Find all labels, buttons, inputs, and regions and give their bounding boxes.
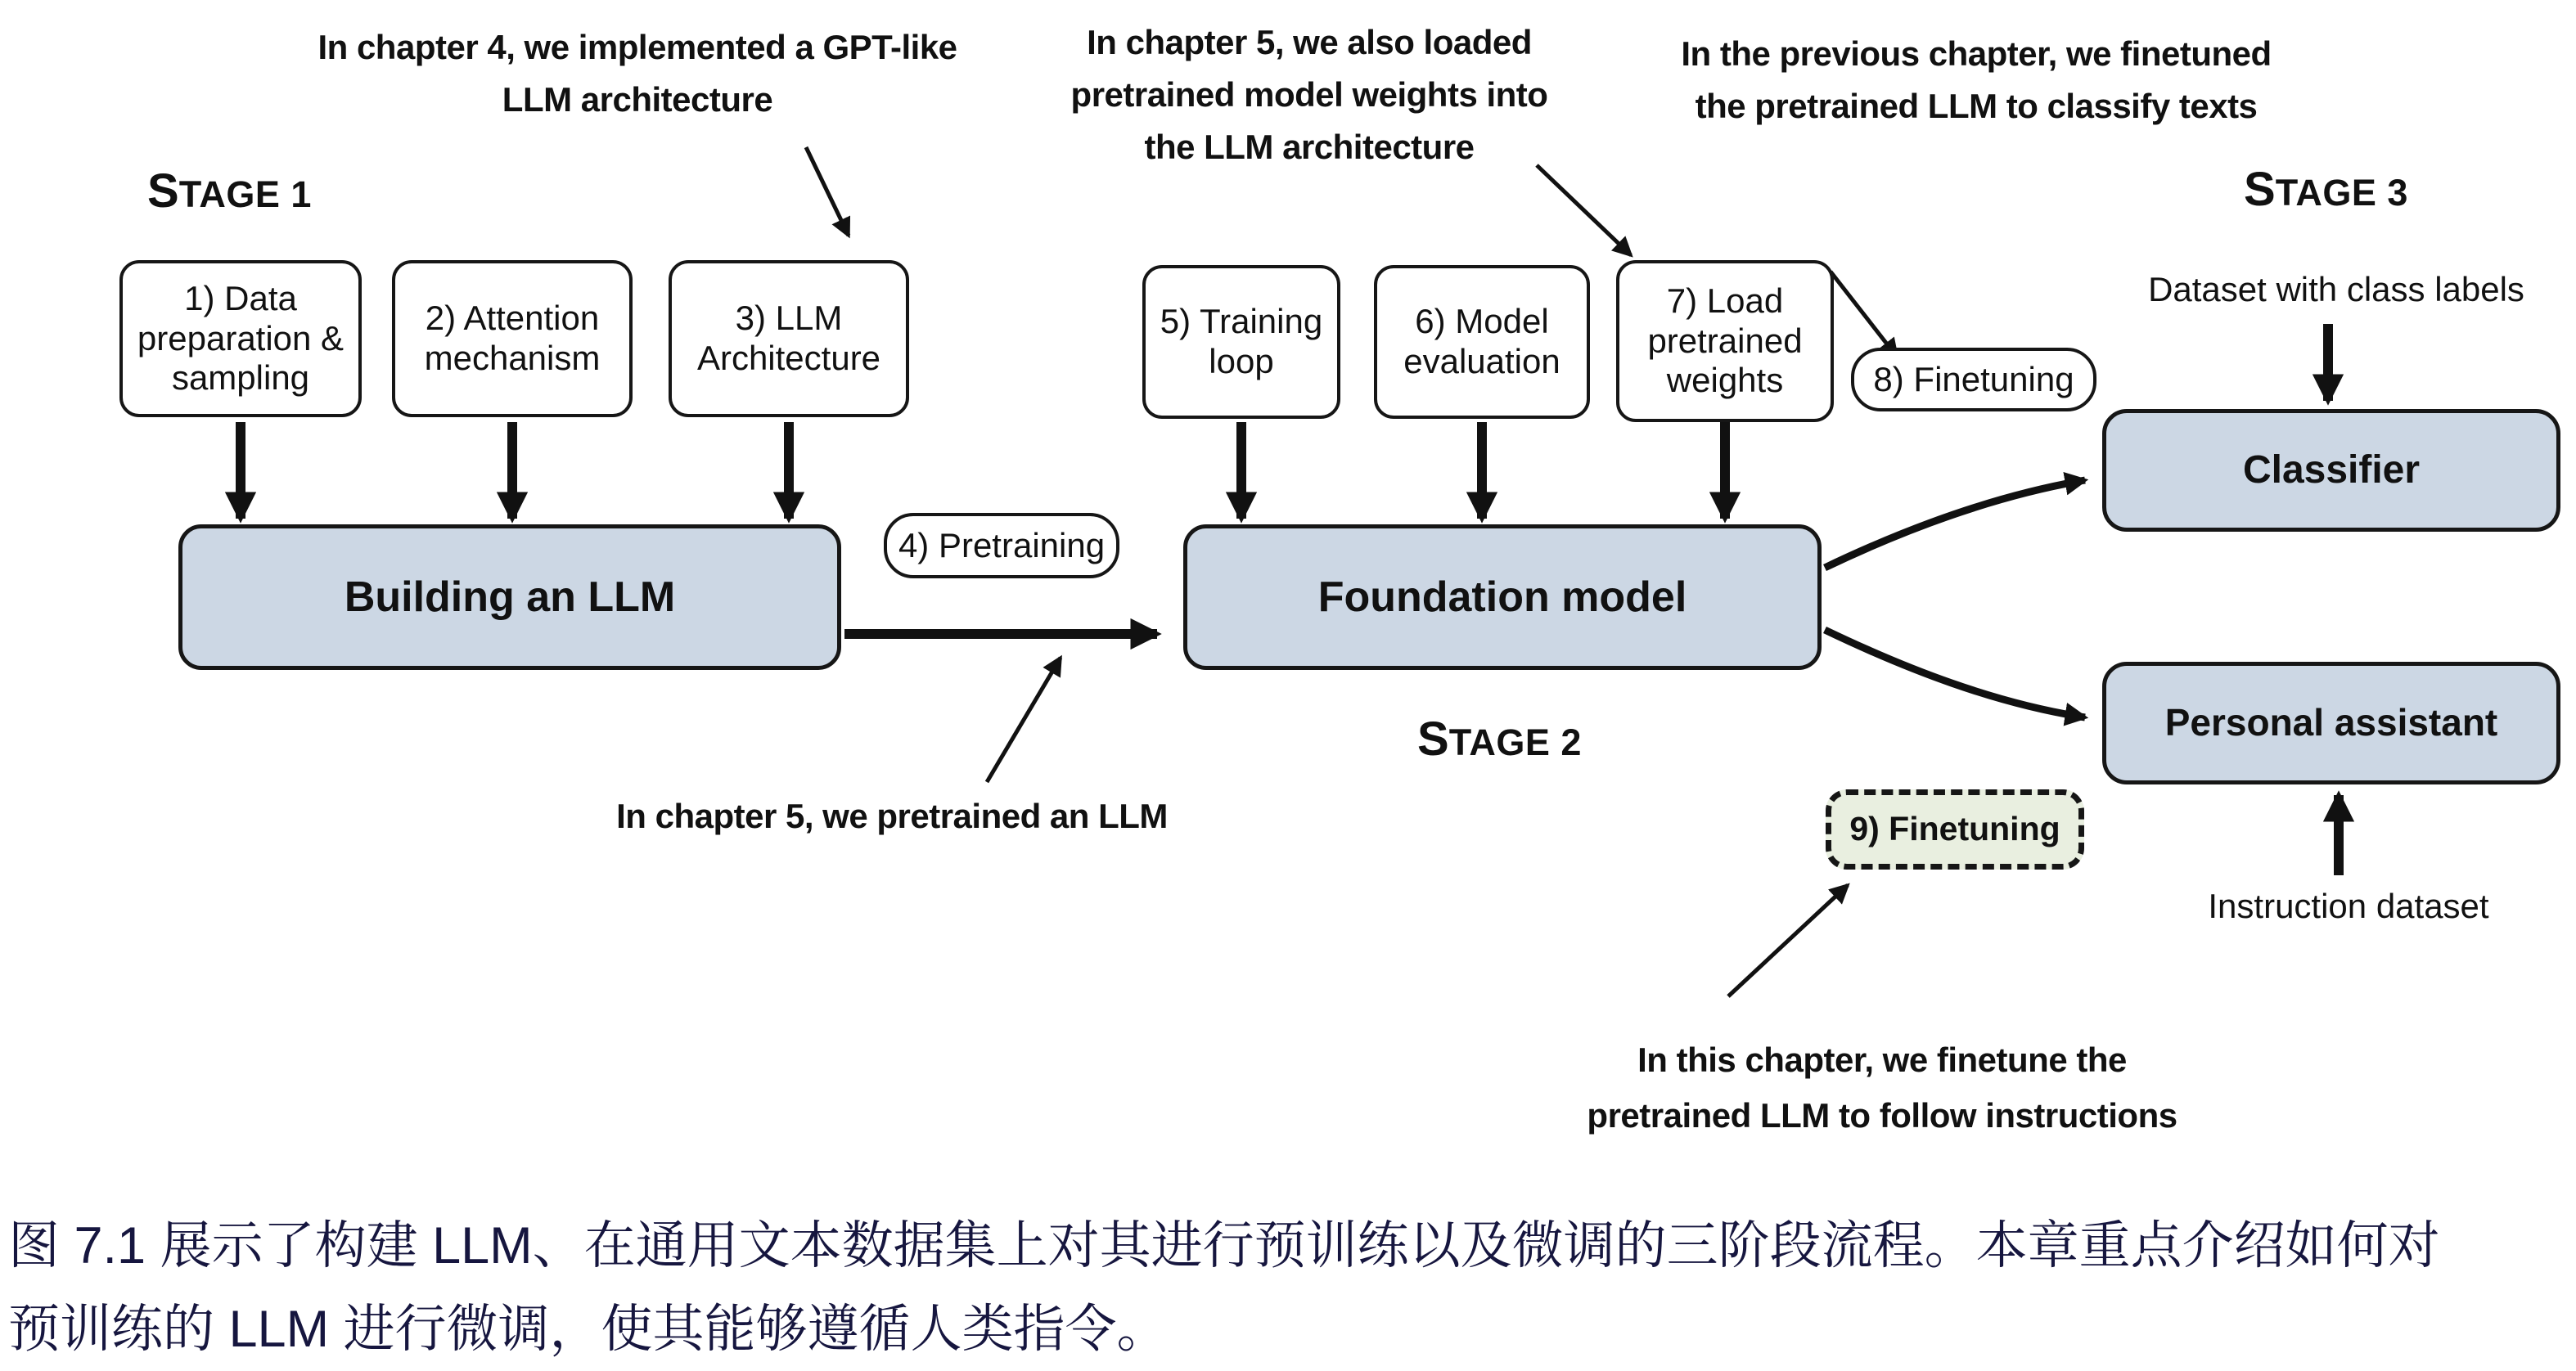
arrow-chapter4-to-architecture: [806, 147, 849, 236]
label-instruction-dataset: Instruction dataset: [2208, 887, 2489, 925]
label-dataset-with-class-labels: Dataset with class labels: [2148, 270, 2524, 308]
annotation-this-chapter: In this chapter, we finetune the pretrained LLM to follow instructions: [1587, 1041, 2177, 1135]
stage-3-label: STAGE 3: [2244, 163, 2408, 216]
box-step9-finetuning: 9) Finetuning: [1826, 789, 2084, 870]
box-step7-load-pretrained-weights: 7) Load pretrained weights: [1616, 260, 1834, 422]
box-step8-finetuning: 8) Finetuning: [1851, 348, 2096, 411]
box-step4-pretraining: 4) Pretraining: [884, 513, 1119, 578]
annotation-chapter5-pretrain: In chapter 5, we pretrained an LLM: [616, 797, 1168, 835]
arrow-prev-chapter-to-step8: [1831, 272, 1897, 357]
box-step3-llm-architecture: 3) LLM Architecture: [669, 260, 909, 417]
arrow-this-chapter-to-step9: [1728, 885, 1848, 996]
arrow-chapter5-pretrain-to-flow: [987, 658, 1061, 782]
annotation-chapter5-weights: In chapter 5, we also loaded pretrained model weights into the LLM architecture: [1070, 23, 1548, 166]
box-building-an-llm: Building an LLM: [178, 524, 841, 670]
arrow-chapter5-weights-to-step7: [1537, 165, 1631, 255]
box-foundation-model: Foundation model: [1183, 524, 1822, 670]
caption-line-2: 预训练的 LLM 进行微调，使其能够遵循人类指令。: [8, 1301, 1169, 1358]
stage-2-label: STAGE 2: [1417, 712, 1582, 766]
box-step2-attention-mechanism: 2) Attention mechanism: [392, 260, 633, 417]
figure-caption: [8, 1204, 2440, 1371]
box-personal-assistant: Personal assistant: [2102, 662, 2560, 784]
arrow-foundation-to-classifier: [1825, 480, 2085, 568]
arrow-foundation-to-assistant: [1825, 630, 2085, 717]
box-step5-training-loop: 5) Training loop: [1142, 265, 1340, 419]
box-step6-model-evaluation: 6) Model evaluation: [1374, 265, 1590, 419]
stage-1-label: STAGE 1: [147, 164, 312, 218]
annotation-chapter4: In chapter 4, we implemented a GPT-like LLM architecture: [317, 28, 957, 119]
caption-line-1: 图 7.1 展示了构建 LLM、在通用文本数据集上对其进行预训练以及微调的三阶段流程。本章重点介绍如何对: [8, 1217, 2440, 1274]
box-classifier: Classifier: [2102, 409, 2560, 532]
annotation-prev-chapter: In the previous chapter, we finetuned the pretrained LLM to classify texts: [1681, 34, 2272, 125]
box-step1-data-preparation: 1) Data preparation & sampling: [119, 260, 362, 417]
